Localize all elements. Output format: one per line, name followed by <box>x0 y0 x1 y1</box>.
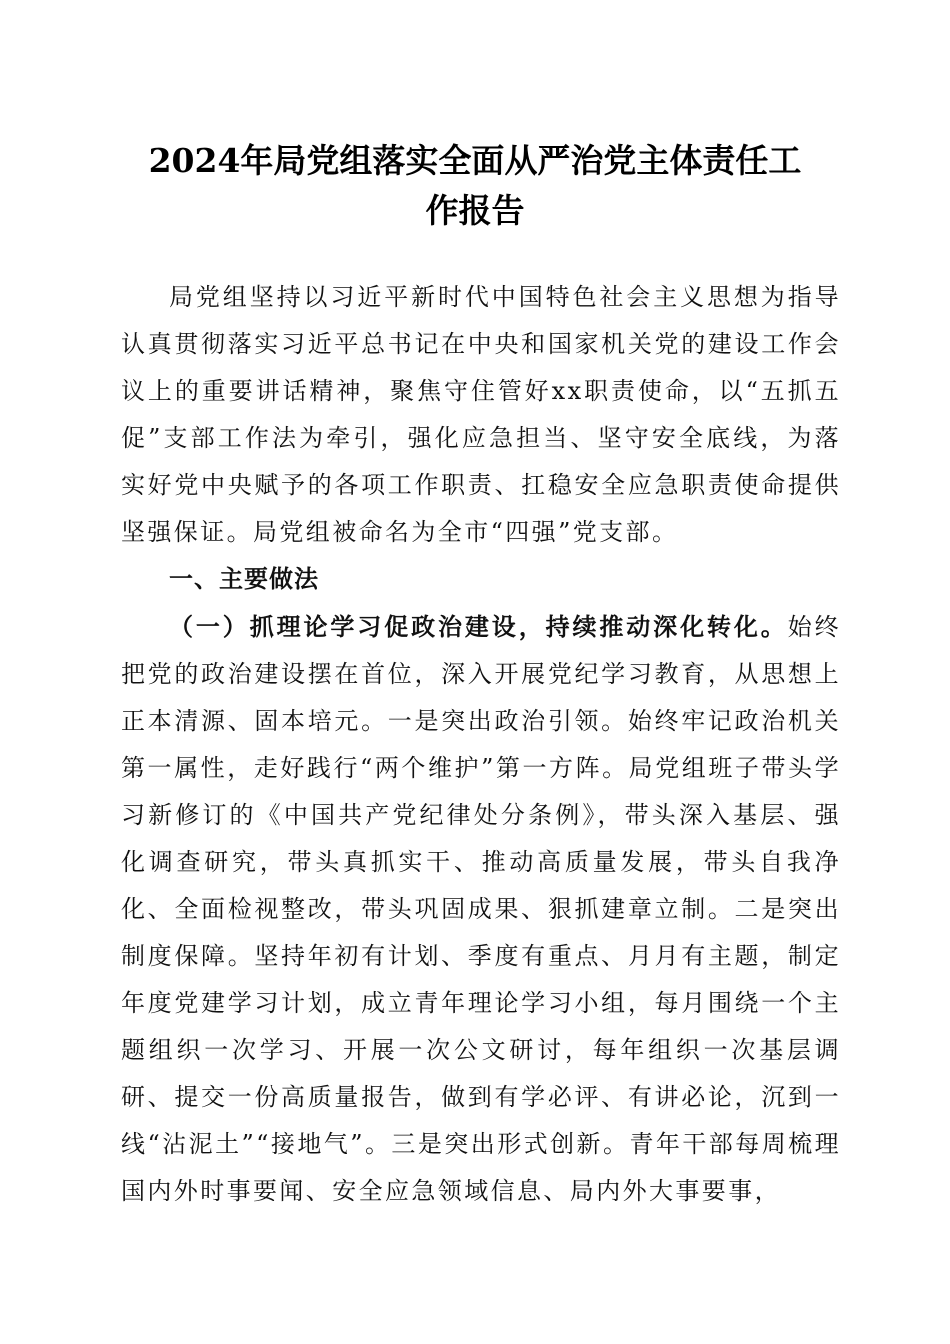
section-heading: 一、主要做法 <box>169 565 319 593</box>
subsection-lead: （一）抓理论学习促政治建设，持续推动深化转化。 <box>169 612 788 641</box>
title-line-1: 2024年局党组落实全面从严治党主体责任工 <box>148 141 802 180</box>
subsection-text: 始终把党的政治建设摆在首位，深入开展党纪学习教育，从思想上正本清源、固本培元。一是突出政治引领。始终牢记政治机关第一属性，走好践行“两个维护”第一方阵。局党组班子带头学习新修订的《中国共产党纪律处分条例》，带头深入基层、强化调查研究，带头真抓实干、推动高质量发展，带头自我净化、全面检视整改，带头巩固成果、狠抓建章立制。二是突出制度保障。坚持年初有计划、季度有重点、月月有主题，制定年度党建学习计划，成立青年理论学习小组，每月围绕一个主题组织一次学习、开展一次公文研讨，每年组织一次基层调研、提交一份高质量报告，做到有学必评、有讲必论，沉到一线“沾泥土”“接地气”。三是突出形式创新。青年干部每周梳理国内外时事要闻、安全应急领域信息、局内外大事要事， <box>121 613 841 1205</box>
subsection-paragraph <box>121 603 841 1215</box>
intro-paragraph: 局党组坚持以习近平新时代中国特色社会主义思想为指导认真贯彻落实习近平总书记在中央和国家机关党的建设工作会议上的重要讲话精神，聚焦守住管好xx职责使命，以“五抓五促”支部工作法为牵引，强化应急担当、坚守安全底线，为落实好党中央赋予的各项工作职责、扛稳安全应急职责使命提供坚强保证。局党组被命名为全市“四强”党支部。 <box>121 283 841 546</box>
document-title <box>100 136 850 236</box>
document-body <box>121 274 841 1215</box>
title-line-2: 作报告 <box>425 191 525 230</box>
